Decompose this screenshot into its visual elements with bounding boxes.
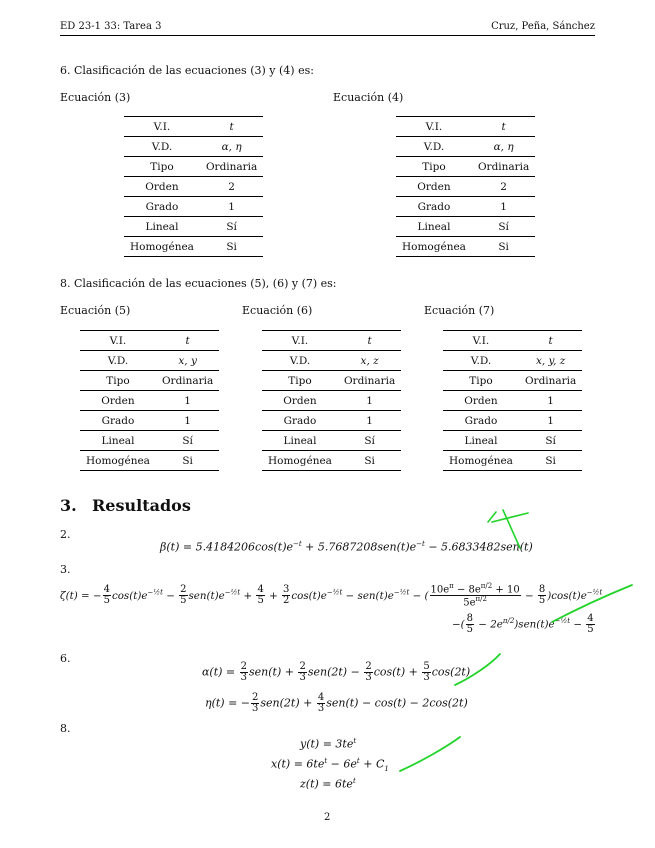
row-value: 1 xyxy=(156,411,219,431)
row-label: Homogénea xyxy=(443,451,519,471)
check-mark-result-3 xyxy=(552,585,632,622)
result-2-number: 2. xyxy=(60,528,71,541)
row-label: Tipo xyxy=(443,371,519,391)
row-label: Lineal xyxy=(80,431,156,451)
result-6-equation-eta: η(t) = − $\frac{2}{3}$ sen(2t) + $\frac{4}{3}$ sen(t) − cos(t) − 2cos(2t) xyxy=(205,692,468,714)
row-value: Si xyxy=(338,451,401,471)
row-label: Grado xyxy=(80,411,156,431)
row-value: t xyxy=(338,331,401,351)
row-label: Tipo xyxy=(80,371,156,391)
row-label: Lineal xyxy=(396,217,472,237)
row-label: V.I. xyxy=(80,331,156,351)
row-label: V.I. xyxy=(124,117,200,137)
row-value: Ordinaria xyxy=(200,157,263,177)
row-value: 1 xyxy=(338,411,401,431)
row-label: Homogénea xyxy=(396,237,472,257)
row-value: Si xyxy=(519,451,582,471)
result-8-equation-y: $y(t) = 3te^t$ xyxy=(300,737,357,751)
row-value: 2 xyxy=(472,177,535,197)
row-label: Grado xyxy=(124,197,200,217)
row-label: V.D. xyxy=(396,137,472,157)
row-label: Orden xyxy=(443,391,519,411)
row-value: t xyxy=(519,331,582,351)
row-label: Tipo xyxy=(124,157,200,177)
check-mark-result-6 xyxy=(455,654,500,685)
row-value: Si xyxy=(200,237,263,257)
row-value: α, η xyxy=(200,137,263,157)
row-value: Ordinaria xyxy=(472,157,535,177)
row-value: x, y xyxy=(156,351,219,371)
section8-title: 8. Clasificación de las ecuaciones (5), (6) y (7) es: xyxy=(60,277,337,290)
row-value: Si xyxy=(472,237,535,257)
header-left: ED 23-1 33: Tarea 3 xyxy=(60,21,162,32)
row-label: V.I. xyxy=(396,117,472,137)
row-label: Orden xyxy=(262,391,338,411)
table-label-eq6: Ecuación (6) xyxy=(242,304,313,317)
row-value: Si xyxy=(156,451,219,471)
row-value: Sí xyxy=(200,217,263,237)
row-value: 1 xyxy=(519,411,582,431)
result-6-number: 6. xyxy=(60,652,71,665)
row-label: Grado xyxy=(443,411,519,431)
table-label-eq4: Ecuación (4) xyxy=(333,91,404,104)
section6-title: 6. Clasificación de las ecuaciones (3) y (4) es: xyxy=(60,64,314,77)
row-label: Orden xyxy=(124,177,200,197)
row-value: 1 xyxy=(519,391,582,411)
row-value: t xyxy=(156,331,219,351)
result-2-equation: $\beta(t) = 5.4184206\cos(t)e^{-t} + 5.7687208sen(t)e^{-t} - 5.6833482sen(t)$ xyxy=(160,540,533,554)
row-value: 1 xyxy=(338,391,401,411)
table-label-eq5: Ecuación (5) xyxy=(60,304,131,317)
page-number: 2 xyxy=(324,812,331,823)
row-label: Grado xyxy=(396,197,472,217)
row-label: Lineal xyxy=(124,217,200,237)
result-8-equation-z: $z(t) = 6te^t$ xyxy=(300,777,356,791)
cross-mark-result-2 xyxy=(488,510,528,548)
row-value: Ordinaria xyxy=(156,371,219,391)
row-value: Sí xyxy=(519,431,582,451)
row-value: Sí xyxy=(338,431,401,451)
row-value: t xyxy=(472,117,535,137)
row-label: Tipo xyxy=(396,157,472,177)
row-label: V.D. xyxy=(262,351,338,371)
row-label: V.I. xyxy=(262,331,338,351)
row-value: Ordinaria xyxy=(338,371,401,391)
table-label-eq3: Ecuación (3) xyxy=(60,91,131,104)
row-label: Tipo xyxy=(262,371,338,391)
row-label: V.I. xyxy=(443,331,519,351)
row-value: Sí xyxy=(472,217,535,237)
row-value: t xyxy=(200,117,263,137)
row-value: 1 xyxy=(472,197,535,217)
row-value: 2 xyxy=(200,177,263,197)
row-label: V.D. xyxy=(124,137,200,157)
row-label: Orden xyxy=(396,177,472,197)
row-value: x, z xyxy=(338,351,401,371)
row-value: Ordinaria xyxy=(519,371,582,391)
check-mark-result-8 xyxy=(400,737,460,771)
results-heading-title: Resultados xyxy=(92,496,191,515)
result-3-equation-line2: −( $\frac{8}{5}$ − $2e^{\pi/2})sen(t)e^{-\frac{1}{2}t}$ − $\frac{4}{5}$ xyxy=(452,613,594,635)
row-value: α, η xyxy=(472,137,535,157)
result-3-equation-line1: ζ(t) = − $\frac{4}{5}$ $\cos(t)e^{-\frac{1}{2}t}$ − $\frac{2}{5}$ $sen(t)e^{-\frac{1}{2}t}$ + $\frac{4}{5}$ + $\frac{3}{2}$ $\cos(t)e^{-\frac{1}{2}t} - sen(t)e^{-\frac{1}{2}t}$ − ( $\frac{10e^\pi - 8e^{\pi/2} + 10}{5e^{\pi/2}}$ − $\frac{8}{5}$ )$\cos(t)e^{-\frac{1}{2}t}$ xyxy=(60,582,603,609)
row-label: V.D. xyxy=(80,351,156,371)
row-value: 1 xyxy=(200,197,263,217)
row-label: Lineal xyxy=(443,431,519,451)
row-label: Lineal xyxy=(262,431,338,451)
table-label-eq7: Ecuación (7) xyxy=(424,304,495,317)
row-label: Homogénea xyxy=(80,451,156,471)
row-label: Homogénea xyxy=(262,451,338,471)
row-label: Orden xyxy=(80,391,156,411)
row-value: 1 xyxy=(156,391,219,411)
result-3-number: 3. xyxy=(60,563,71,576)
result-8-number: 8. xyxy=(60,722,71,735)
row-label: Homogénea xyxy=(124,237,200,257)
row-value: x, y, z xyxy=(519,351,582,371)
row-label: V.D. xyxy=(443,351,519,371)
result-8-equation-x: $x(t) = 6te^t - 6e^t + C_1$ xyxy=(271,757,389,773)
row-value: Sí xyxy=(156,431,219,451)
header-right: Cruz, Peña, Sánchez xyxy=(491,21,595,32)
results-heading-number: 3. xyxy=(60,496,77,515)
result-6-equation-alpha: α(t) = $\frac{2}{3}$ sen(t) + $\frac{2}{3}$ sen(2t) − $\frac{2}{3}$ cos(t) + $\frac{5}{3}$ cos(2t) xyxy=(202,661,471,683)
row-label: Grado xyxy=(262,411,338,431)
